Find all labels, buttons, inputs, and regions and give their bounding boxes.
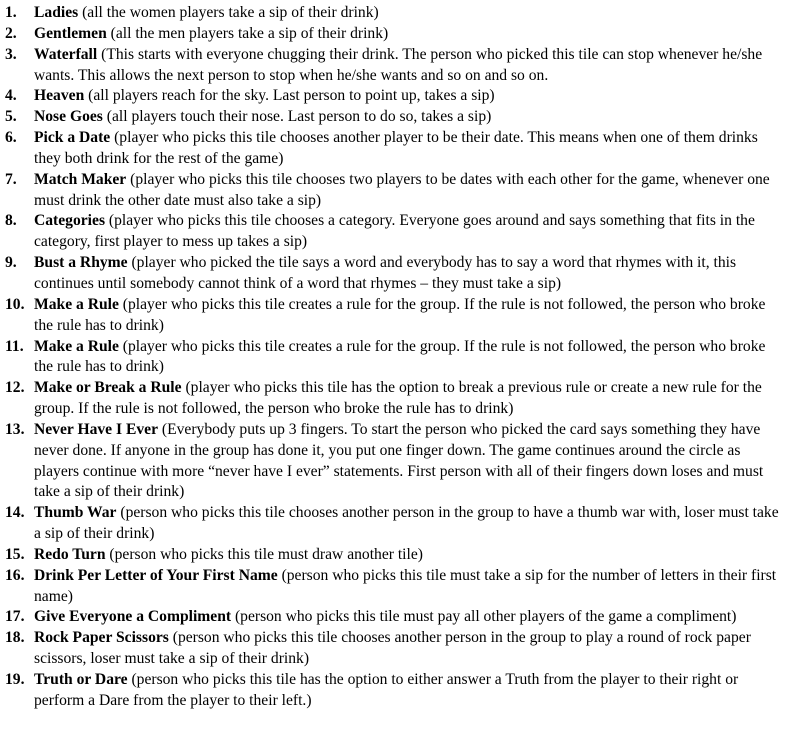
rule-number: 8. xyxy=(5,212,17,230)
rule-item-19 xyxy=(5,670,788,712)
rule-description: (player who picked the tile says a word and everybody has to say a word that rhymes with it, this continues until somebody cannot think of a word that rhymes – they must take a sip) xyxy=(34,254,737,292)
rule-description: (person who picks this tile must pay all other players of the game a compliment) xyxy=(231,608,737,626)
rule-name: Bust a Rhyme xyxy=(34,254,128,272)
rule-item-11 xyxy=(5,337,788,379)
rule-item-1 xyxy=(5,3,788,24)
rule-item-6 xyxy=(5,128,788,170)
rule-description: (person who picks this tile chooses another person in the group to play a round of rock paper scissors, loser must take a sip of their drink) xyxy=(34,629,751,668)
rule-body xyxy=(34,607,788,628)
rule-number: 18. xyxy=(5,629,25,647)
rule-number: 19. xyxy=(5,671,25,688)
rule-body xyxy=(34,378,788,420)
rule-name: Thumb War xyxy=(34,504,117,522)
rule-number: 12. xyxy=(5,379,25,397)
rule-number: 13. xyxy=(5,420,25,438)
rule-number: 15. xyxy=(5,545,25,563)
rule-name: Make a Rule xyxy=(34,337,119,355)
rule-body xyxy=(34,503,788,545)
rule-item-15 xyxy=(5,545,788,566)
rule-item-5 xyxy=(5,107,788,128)
rule-name: Give Everyone a Compliment xyxy=(34,608,232,626)
rule-body xyxy=(34,45,788,87)
rule-item-4 xyxy=(5,86,788,107)
rule-body xyxy=(34,337,788,379)
rule-item-12 xyxy=(5,378,788,420)
rule-item-8 xyxy=(5,211,788,253)
rule-body xyxy=(34,670,788,712)
rule-description: (player who picks this tile chooses a category. Everyone goes around and says something that fits in the category, first player to mess up takes a sip) xyxy=(34,212,755,251)
rule-name: Truth or Dare xyxy=(34,671,128,688)
rule-number: 11. xyxy=(5,337,24,355)
rule-description: (person who picks this tile chooses another person in the group to have a thumb war with, loser must take a sip of their drink) xyxy=(34,504,779,543)
rule-body xyxy=(34,420,788,503)
rule-name: Heaven xyxy=(34,87,85,105)
rules-list xyxy=(5,3,788,712)
rule-description: (player who picks this tile chooses another player to be their date. This means when one of them drinks they both drink for the rest of the game) xyxy=(34,129,758,167)
rule-description: (person who picks this tile has the option to either answer a Truth from the player to their right or perform a Dare from the player to their left.) xyxy=(34,671,739,709)
rule-description: (all the men players take a sip of their drink) xyxy=(106,24,389,42)
rule-body xyxy=(34,545,788,566)
rule-name: Drink Per Letter of Your First Name xyxy=(34,566,278,584)
rule-name: Categories xyxy=(34,212,106,230)
rule-number: 4. xyxy=(5,87,17,105)
rule-number: 1. xyxy=(5,4,17,21)
rule-item-3 xyxy=(5,45,788,87)
rule-body xyxy=(34,107,788,128)
rule-name: Never Have I Ever xyxy=(34,420,158,438)
rule-body xyxy=(34,253,788,295)
rule-number: 6. xyxy=(5,129,17,147)
rule-item-14 xyxy=(5,503,788,545)
rule-name: Nose Goes xyxy=(34,108,103,126)
rule-body xyxy=(34,211,788,253)
rule-description: (Everybody puts up 3 fingers. To start the person who picked the card says something they have never done. If anyone in the group has done it, you put one finger down. The game continues around the circle as players continue with more “never have I ever” statements. First person with all of their fingers down loses and must take a sip of their drink) xyxy=(34,420,764,501)
rule-description: (all players touch their nose. Last person to do so, takes a sip) xyxy=(102,108,492,126)
rule-description: (This starts with everyone chugging their drink. The person who picked this tile can stop whenever he/she wants. This allows the next person to stop when he/she wants and so on and so on. xyxy=(34,45,763,84)
rule-body xyxy=(34,628,788,670)
rule-item-18 xyxy=(5,628,788,670)
rule-name: Pick a Date xyxy=(34,129,111,147)
rule-body xyxy=(34,3,788,24)
rule-body xyxy=(34,295,788,337)
rule-item-7 xyxy=(5,170,788,212)
rule-description: (player who picks this tile creates a rule for the group. If the rule is not followed, the person who broke the rule has to drink) xyxy=(34,295,766,334)
rule-description: (person who picks this tile must take a sip for the number of letters in their first name) xyxy=(34,566,777,605)
rule-body xyxy=(34,170,788,212)
rule-description: (all players reach for the sky. Last person to point up, takes a sip) xyxy=(84,87,495,105)
rule-number: 10. xyxy=(5,295,25,313)
rule-name: Gentlemen xyxy=(34,24,107,42)
rule-number: 9. xyxy=(5,254,17,272)
rule-item-9 xyxy=(5,253,788,295)
rule-name: Make a Rule xyxy=(34,295,119,313)
rule-name: Waterfall xyxy=(34,45,98,63)
rule-body xyxy=(34,24,788,45)
rule-number: 16. xyxy=(5,566,25,584)
rule-item-17 xyxy=(5,607,788,628)
rule-description: (player who picks this tile creates a rule for the group. If the rule is not followed, the person who broke the rule has to drink) xyxy=(34,337,766,376)
rule-number: 14. xyxy=(5,504,25,522)
rule-number: 7. xyxy=(5,170,17,188)
rule-body xyxy=(34,566,788,608)
rule-name: Redo Turn xyxy=(34,545,106,563)
rule-description: (person who picks this tile must draw another tile) xyxy=(105,545,423,563)
rule-description: (player who picks this tile chooses two players to be dates with each other for the game, whenever one must drink the other date must also take a sip) xyxy=(34,170,770,209)
rule-name: Ladies xyxy=(34,4,79,21)
rule-item-10 xyxy=(5,295,788,337)
rule-item-16 xyxy=(5,566,788,608)
rule-name: Make or Break a Rule xyxy=(34,379,182,397)
rule-number: 3. xyxy=(5,45,17,63)
rule-body xyxy=(34,128,788,170)
rule-name: Match Maker xyxy=(34,170,127,188)
rule-name: Rock Paper Scissors xyxy=(34,629,169,647)
rule-description: (player who picks this tile has the option to break a previous rule or create a new rule for the group. If the rule is not followed, the person who broke the rule has to drink) xyxy=(34,379,762,418)
rule-number: 5. xyxy=(5,108,17,126)
rule-body xyxy=(34,86,788,107)
rule-item-2 xyxy=(5,24,788,45)
rule-item-13 xyxy=(5,420,788,503)
rule-number: 17. xyxy=(5,608,25,626)
rule-description: (all the women players take a sip of their drink) xyxy=(78,4,379,21)
rule-number: 2. xyxy=(5,24,17,42)
